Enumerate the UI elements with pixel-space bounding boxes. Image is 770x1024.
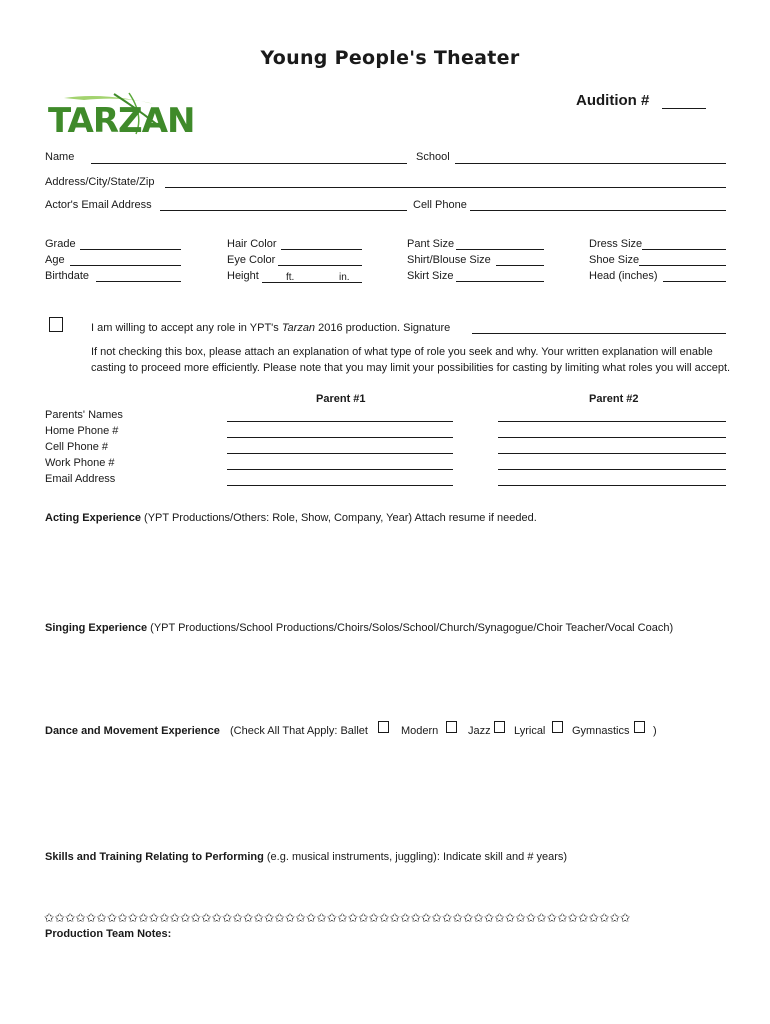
show-title: Tarzan [281, 322, 316, 334]
ballet-checkbox[interactable] [378, 721, 389, 733]
singing-detail: (YPT Productions/School Productions/Choirs/Solos/School/Church/Synagogue/Choir Teacher/Vocal Coach) [150, 622, 674, 634]
head-size-field[interactable] [663, 281, 726, 282]
dress-size-label: Dress Size [589, 238, 643, 250]
role-explanation: If not checking this box, please attach an explanation of what type of role you seek and why. Your written explanation will enable casting to proceed more efficiently. Please note that you may limit your possibilities for casting by limiting what roles you will accept. [91, 346, 731, 374]
parent2-work-phone-field[interactable] [498, 469, 726, 470]
lyrical-checkbox[interactable] [552, 721, 563, 733]
acting-title: Acting Experience [45, 512, 141, 524]
dance-title: Dance and Movement Experience [45, 725, 220, 737]
parent2-cell-phone-field[interactable] [498, 453, 726, 454]
dance-close-paren: ) [653, 725, 657, 737]
logo-text: TARZAN [48, 101, 195, 140]
birthdate-label: Birthdate [45, 270, 90, 282]
parents-names-label: Parents' Names [45, 409, 123, 421]
parent1-email-field[interactable] [227, 485, 453, 486]
jazz-checkbox[interactable] [494, 721, 505, 733]
lyrical-label: Lyrical [514, 725, 546, 737]
cell-phone-label: Cell Phone [413, 199, 467, 211]
address-field[interactable] [165, 187, 726, 188]
modern-checkbox[interactable] [446, 721, 457, 733]
home-phone-label: Home Phone # [45, 425, 119, 437]
pant-size-field[interactable] [456, 249, 544, 250]
age-label: Age [45, 254, 65, 266]
parent1-home-phone-field[interactable] [227, 437, 453, 438]
height-label: Height [227, 270, 259, 282]
jazz-label: Jazz [468, 725, 491, 737]
age-field[interactable] [70, 265, 181, 266]
head-size-label: Head (inches) [589, 270, 658, 282]
parent1-name-field[interactable] [227, 421, 453, 422]
accept-role-prefix: I am willing to accept any role in YPT's [91, 322, 279, 334]
singing-experience-heading [45, 622, 673, 634]
audition-number [576, 92, 649, 109]
eye-color-field[interactable] [278, 265, 362, 266]
birthdate-field[interactable] [96, 281, 181, 282]
parent-email-label: Email Address [45, 473, 116, 485]
shoe-size-label: Shoe Size [589, 254, 640, 266]
dress-size-field[interactable] [642, 249, 726, 250]
tarzan-logo-graphic [44, 90, 199, 140]
email-label: Actor's Email Address [45, 199, 152, 211]
skills-detail: (e.g. musical instruments, juggling): Indicate skill and # years) [266, 851, 568, 863]
acting-detail: (YPT Productions/Others: Role, Show, Company, Year) Attach resume if needed. [144, 512, 537, 524]
pant-size-label: Pant Size [407, 238, 455, 250]
parent2-home-phone-field[interactable] [498, 437, 726, 438]
parent2-name-field[interactable] [498, 421, 726, 422]
hair-color-field[interactable] [281, 249, 362, 250]
shirt-size-field[interactable] [496, 265, 544, 266]
skills-title: Skills and Training Relating to Performing [45, 851, 264, 863]
eye-color-label: Eye Color [227, 254, 276, 266]
parent1-work-phone-field[interactable] [227, 469, 453, 470]
parent-cell-phone-label: Cell Phone # [45, 441, 108, 453]
shoe-size-field[interactable] [639, 265, 726, 266]
cell-phone-field[interactable] [470, 210, 726, 211]
parent1-heading: Parent #1 [316, 393, 366, 405]
gymnastics-checkbox[interactable] [634, 721, 645, 733]
star-divider: ✩✩✩✩✩✩✩✩✩✩✩✩✩✩✩✩✩✩✩✩✩✩✩✩✩✩✩✩✩✩✩✩✩✩✩✩✩✩✩✩✩✩✩✩✩✩✩✩✩✩✩✩✩✩✩✩ [44, 910, 631, 925]
singing-title: Singing Experience [45, 622, 148, 634]
name-label: Name [45, 151, 75, 163]
school-field[interactable] [455, 163, 726, 164]
email-field[interactable] [160, 210, 407, 211]
tarzan-logo [44, 90, 199, 140]
audition-label: Audition # [576, 92, 650, 109]
work-phone-label: Work Phone # [45, 457, 115, 469]
parent2-email-field[interactable] [498, 485, 726, 486]
acting-experience-heading [45, 512, 537, 524]
parent1-cell-phone-field[interactable] [227, 453, 453, 454]
signature-field[interactable] [472, 333, 726, 334]
skirt-size-field[interactable] [456, 281, 544, 282]
grade-field[interactable] [80, 249, 181, 250]
name-field[interactable] [91, 163, 407, 164]
accept-role-suffix: 2016 production. Signature [318, 322, 451, 334]
accept-any-role-checkbox[interactable] [49, 317, 63, 332]
dance-intro: (Check All That Apply: Ballet [230, 725, 368, 737]
school-label: School [416, 151, 450, 163]
hair-color-label: Hair Color [227, 238, 277, 250]
audition-line[interactable] [662, 108, 706, 109]
height-ft-label: ft. [286, 272, 295, 283]
address-label: Address/City/State/Zip [45, 176, 155, 188]
parent2-heading: Parent #2 [589, 393, 639, 405]
height-in-label: in. [339, 272, 350, 283]
gymnastics-label: Gymnastics [572, 725, 630, 737]
production-team-notes-label: Production Team Notes: [45, 928, 172, 940]
org-title: Young People's Theater [260, 47, 520, 69]
shirt-size-label: Shirt/Blouse Size [407, 254, 491, 266]
skirt-size-label: Skirt Size [407, 270, 454, 282]
modern-label: Modern [401, 725, 439, 737]
grade-label: Grade [45, 238, 76, 250]
skills-heading [45, 851, 567, 863]
accept-role-statement [91, 322, 450, 334]
